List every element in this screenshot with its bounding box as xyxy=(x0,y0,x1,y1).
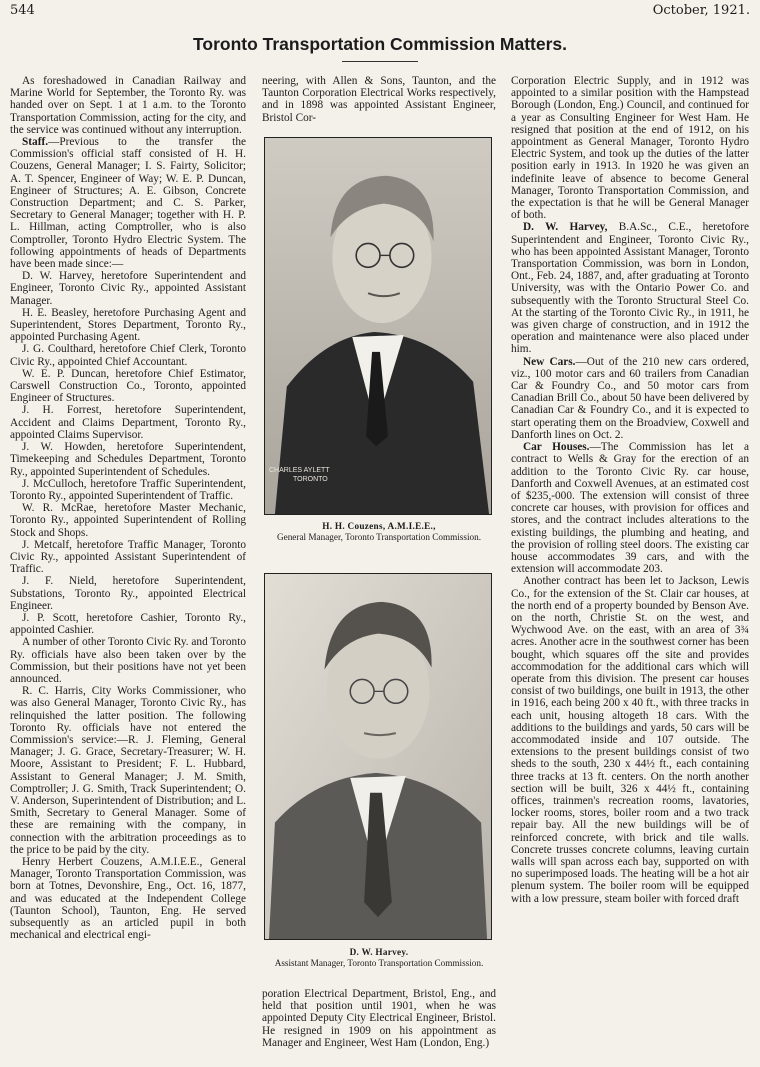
paragraph-text: Henry Herbert Couzens, A.M.I.E.E., General Manager, Toronto Transportation Commission, was born at Totnes, Devonshire, Eng., Oct. 16, 1877, and was educated at the Independent College (Taunton School), Taunton, Eng. He served subsequently as an articled pupil in both mechanical and electrical engi- xyxy=(10,856,246,942)
paragraph-text: W. R. McRae, heretofore Master Mechanic, Toronto Ry., appointed Superintendent of Rolling Stock and Shops. xyxy=(10,502,246,539)
caption-harvey xyxy=(262,947,496,968)
photographer-imprint: CHARLES AYLETT xyxy=(269,467,330,474)
paragraph-heading: New Cars. xyxy=(523,355,576,368)
paragraph xyxy=(10,575,246,612)
paragraph xyxy=(10,270,246,307)
paragraph xyxy=(511,221,749,355)
paragraph xyxy=(10,478,246,502)
caption-couzens-name: H. H. Couzens, A.M.I.E.E., xyxy=(322,521,436,531)
paragraph-text: J. P. Scott, heretofore Cashier, Toronto Ry., appointed Cashier. xyxy=(10,611,246,637)
paragraph-text: —Out of the 210 new cars ordered, viz., 100 motor cars and 60 trailers from Canadian Car & Foundry Co., and 50 motor cars from Canadian Brill Co., about 50 have been delivered by Canadian Car & Foundry Co., and it is expected to start operating them on the Broadview, Coxwell and Danforth lines on Oct. 2. xyxy=(511,355,749,441)
portrait-couzens-image xyxy=(265,138,491,514)
paragraph-text: J. F. Nield, heretofore Superintendent, Substations, Toronto Ry., appointed Electrical Engineer. xyxy=(10,575,246,612)
paragraph-text: As foreshadowed in Canadian Railway and Marine World for September, the Toronto Ry. was handed over on Sept. 1 at 1 a.m. to the Toronto Transportation Commission, acting for the city, and the service was continued without any interruption. xyxy=(10,75,246,136)
caption-couzens-role: General Manager, Toronto Transportation Commission. xyxy=(277,531,481,542)
page-number: 544 xyxy=(10,3,35,18)
paragraph-text: J. W. Howden, heretofore Superintendent, Timekeeping and Schedules Department, Toronto Ry., appointed Superintendent of Schedules. xyxy=(10,441,246,478)
paragraph-text: J. McCulloch, heretofore Traffic Superintendent, Toronto Ry., appointed Superintendent of Traffic. xyxy=(10,477,246,502)
paragraph xyxy=(10,856,246,941)
running-header xyxy=(10,3,750,21)
title-divider xyxy=(342,61,418,62)
paragraph-text: D. W. Harvey, heretofore Superintendent and Engineer, Toronto Civic Ry., appointed Assistant Manager. xyxy=(10,270,246,307)
paragraph-text: W. E. P. Duncan, heretofore Chief Estimator, Carswell Construction Co., Toronto, appointed Engineer of Structures. xyxy=(10,367,246,405)
column-2-bottom-text: poration Electrical Department, Bristol, Eng., and held that position until 1901, when he was appointed Deputy City Electrical Engineer, Bristol. He resigned in 1909 on his appointment as Manager and Engineer, West Ham (London, Eng.) xyxy=(262,988,496,1049)
article-title: Toronto Transportation Commission Matters. xyxy=(192,34,567,54)
paragraph-heading: Car Houses. xyxy=(523,441,590,454)
issue-date: October, 1921. xyxy=(652,3,750,18)
paragraph-text: J. Metcalf, heretofore Traffic Manager, Toronto Civic Ry., appointed Assistant Superintendent of Traffic. xyxy=(10,538,246,576)
paragraph xyxy=(10,136,246,270)
paragraph xyxy=(10,612,246,636)
paragraph-text: J. H. Forrest, heretofore Superintendent, Accident and Claims Department, Toronto Ry., appointed Claims Supervisor. xyxy=(10,404,246,441)
paragraph-text: Corporation Electric Supply, and in 1912 was appointed to a similar position with the Hampstead Borough (London, Eng.) Council, and continued for a year as Consulting Engineer for West Ham. He resigned that position at the end of 1912, on his appointment as General Manager, Toronto Hydro Electric System, and took up the duties of the latter position early in 1913. In 1920 he was given an indefinite leave of absence to become General Manager, Toronto Transportation Commission, and the expectation is that he will be General Manager of both. xyxy=(511,75,749,222)
paragraph-text: B.A.Sc., C.E., heretofore Superintendent and Engineer, Toronto Civic Ry., who has been appointed Assistant Manager, Toronto Transportation Commission, was born in London, Ont., Feb. 24, 1887, and, after graduating at Toronto University, was with the Ontario Power Co. and subsequently with the Toronto Structural Steel Co. At the starting of the Toronto Civic Ry., in 1911, he was given charge of construction, and in 1912 the operation and maintenance were also placed under him. xyxy=(511,221,749,356)
paragraph-text: R. C. Harris, City Works Commissioner, who was also General Manager, Toronto Civic Ry., has relinquished the latter position. The following Toronto Ry. officials have not entered the Commission's service:—R. J. Fleming, General Manager; J. G. Grace, Secretary-Treasurer; W. H. Moore, Assistant to President; F. L. Hubbard, Assistant to General Manager; J. M. Smith, Comptroller; J. G. Smith, Track Superintendent; O. V. Anderson, Superintendent of Distribution; and L. Smith, Secretary to General Manager. Some of these are remaining with the company, in connection with the arbitration proceedings as to the price to be paid by the city. xyxy=(10,685,246,856)
paragraph xyxy=(10,75,246,136)
paragraph-text: —Previous to the transfer the Commission's official staff consisted of H. H. Couzens, General Manager; I. S. Fairty, Solicitor; A. T. Spencer, Engineer of Way; W. E. P. Duncan, Engineer of Structures; A. E. Gibson, Concrete Construction Department; and C. S. Parker, Secretary to General Manager; together with H. P. L. Hillman, acting Comptroller, who is also Comptroller, Toronto Hydro Electric System. The following appointments of heads of Departments have been made since:— xyxy=(10,136,246,271)
paragraph xyxy=(511,75,749,221)
paragraph xyxy=(511,356,749,441)
paragraph xyxy=(10,307,246,344)
portrait-couzens xyxy=(264,137,492,515)
paragraph-heading: Staff. xyxy=(22,136,49,149)
paragraph xyxy=(10,368,246,405)
paragraph xyxy=(10,685,246,856)
caption-couzens xyxy=(262,521,496,542)
paragraph-text: H. E. Beasley, heretofore Purchasing Agent and Superintendent, Stores Department, Toronto Ry., appointed Purchasing Agent. xyxy=(10,306,246,344)
caption-harvey-name: D. W. Harvey. xyxy=(349,947,409,957)
paragraph-text: Another contract has been let to Jackson, Lewis Co., for the extension of the St. Clair car houses, at the north end of a property bounded by Benson Ave. on the north, Christie St. on the west, and Wychwood Ave. on the east, with an area of 3¾ acres. Another acre in the southwest corner has been bought, which squares off the site and provides accommodation for the additional cars which will operate from this division. The present car houses consist of two buildings, one built in 1913, the other in 1916, each being 200 x 40 ft., with three tracks in each unit, housing altogeth 18 cars. With the additions to the buildings and yards, 50 cars will be accommodated inside and 107 outside. The extensions to the present buildings consist of two sheds to the south, 230 x 44½ ft., each containing three tracks at 13 ft. centers. On the north another section will be built, 326 x 44½ ft., containing offices, trainmen's recreation rooms, lavatories, locker rooms, stores, boiler room and a two track repair bay. All the new buildings will be of reinforced concrete, with brick and tile walls. Concrete trusses concrete columns, leaving curtain walls will span across each bay, supported on with no superimposed loads. The heating will be a hot air plenum system. The boiler room will be equipped with a low pressure, steam boiler with forced draft xyxy=(511,575,749,905)
caption-harvey-role: Assistant Manager, Toronto Transportation Commission. xyxy=(274,957,484,968)
portrait-harvey xyxy=(264,573,492,940)
paragraph xyxy=(10,441,246,478)
column-3 xyxy=(511,75,749,905)
photographer-city: TORONTO xyxy=(293,476,328,483)
column-2-top-text: neering, with Allen & Sons, Taunton, and the Taunton Corporation Electrical Works respectively, and in 1898 was appointed Assistant Engineer, Bristol Cor- xyxy=(262,75,496,124)
column-1 xyxy=(10,75,246,941)
paragraph-text: —The Commission has let a contract to Wells & Gray for the erection of an addition to the Toronto Civic Ry. car house, Danforth and Coxwell Avenues, at an estimated cost of $235,-000. The extension will consist of three concrete car houses, with provision for offices and stores, and the contract includes alterations to the existing buildings, the plumbing and heating, and the provision of rolling steel doors. The existing car house accommodates 39 cars, and with the extension will accommodate 203. xyxy=(511,441,749,576)
paragraph-text: A number of other Toronto Civic Ry. and Toronto Ry. officials have also been taken over by the Commission, but their positions have not yet been announced. xyxy=(10,636,246,685)
paragraph-text: J. G. Coulthard, heretofore Chief Clerk, Toronto Civic Ry., appointed Chief Accountant. xyxy=(10,343,246,368)
paragraph xyxy=(10,636,246,685)
paragraph xyxy=(10,404,246,441)
paragraph xyxy=(10,502,246,539)
paragraph-heading: D. W. Harvey, xyxy=(523,221,608,234)
paragraph xyxy=(511,575,749,904)
paragraph xyxy=(10,343,246,367)
portrait-harvey-image xyxy=(265,574,491,939)
paragraph xyxy=(511,441,749,575)
paragraph xyxy=(10,539,246,576)
